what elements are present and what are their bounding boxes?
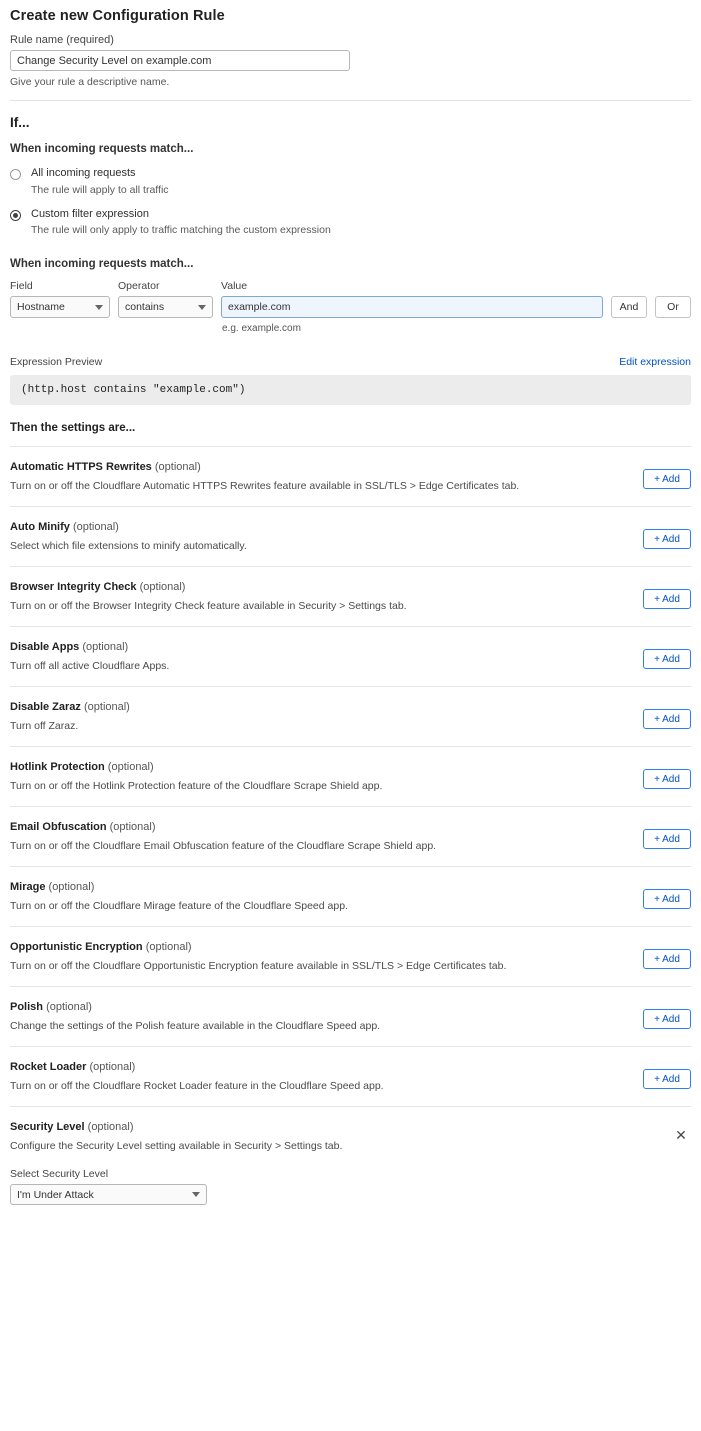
setting-optional-tag: (optional) [109,821,156,834]
setting-optional-tag: (optional) [48,881,95,894]
value-hint: e.g. example.com [222,323,301,335]
setting-description: Turn on or off the Cloudflare Opportunistic Encryption feature available in SSL/TLS > Edge Certificates tab. [10,960,507,973]
add-setting-button[interactable]: + Add [643,649,691,669]
add-setting-button[interactable]: + Add [643,1069,691,1089]
setting-row [10,627,691,687]
setting-title: Opportunistic Encryption [10,941,143,954]
setting-name [10,641,691,653]
setting-description: Select which file extensions to minify automatically. [10,540,247,553]
security-level-select-value: I'm Under Attack [17,1188,94,1201]
setting-name [10,521,691,533]
radio-title-all-requests: All incoming requests [31,167,136,179]
settings-list [10,446,691,1107]
rule-name-group [10,34,691,88]
setting-name [10,821,691,833]
match-label: When incoming requests match... [10,143,194,155]
setting-row [10,1047,691,1107]
field-column [10,280,110,318]
add-setting-button[interactable]: + Add [643,589,691,609]
setting-title: Disable Zaraz [10,701,81,714]
chevron-down-icon [192,1192,200,1197]
expression-preview-header [10,356,691,368]
setting-optional-tag: (optional) [82,641,129,654]
add-setting-button[interactable]: + Add [643,829,691,849]
setting-optional-tag: (optional) [83,701,130,714]
setting-title: Mirage [10,881,46,894]
setting-optional-tag: (optional) [107,761,154,774]
setting-title: Automatic HTTPS Rewrites [10,461,152,474]
setting-row [10,567,691,627]
field-select[interactable] [10,296,110,318]
chevron-down-icon [95,305,103,310]
and-button[interactable]: And [611,296,647,318]
add-setting-button[interactable]: + Add [643,529,691,549]
setting-title: Auto Minify [10,521,70,534]
operator-column-label: Operator [118,280,160,293]
rule-name-input[interactable] [10,50,350,71]
field-column-label: Field [10,280,33,293]
rule-name-label: Rule name (required) [10,34,114,46]
setting-description: Turn on or off the Browser Integrity Check feature available in Security > Settings tab. [10,600,407,613]
value-column-label: Value [221,280,248,293]
edit-expression-link[interactable]: Edit expression [619,356,691,369]
expression-preview-box: (http.host contains "example.com") [10,375,691,405]
setting-name [10,941,691,953]
field-select-value: Hostname [17,301,65,314]
setting-optional-tag: (optional) [72,521,119,534]
then-section-title: Then the settings are... [10,422,136,435]
security-level-select[interactable] [10,1184,207,1205]
add-setting-button[interactable]: + Add [643,889,691,909]
setting-row [10,747,691,807]
rule-name-helper: Give your rule a descriptive name. [10,76,170,88]
setting-name [10,761,691,773]
setting-name [10,701,691,713]
setting-row [10,927,691,987]
setting-title: Browser Integrity Check [10,581,137,594]
setting-description: Turn on or off the Hotlink Protection feature of the Cloudflare Scrape Shield app. [10,780,383,793]
security-level-select-label: Select Security Level [10,1168,109,1181]
add-setting-button[interactable]: + Add [643,949,691,969]
setting-desc-security-level: Configure the Security Level setting available in Security > Settings tab. [10,1140,343,1153]
setting-row [10,507,691,567]
setting-title: Hotlink Protection [10,761,105,774]
expression-preview-label: Expression Preview [10,356,103,369]
setting-row [10,687,691,747]
setting-description: Turn on or off the Cloudflare Email Obfuscation feature of the Cloudflare Scrape Shield app. [10,840,437,853]
value-column [221,280,603,318]
setting-name [10,881,691,893]
builder-label: When incoming requests match... [10,258,194,271]
setting-description: Turn on or off the Cloudflare Rocket Loader feature in the Cloudflare Speed app. [10,1080,384,1093]
setting-description: Turn off Zaraz. [10,720,79,733]
setting-name [10,461,691,473]
setting-name [10,581,691,593]
divider-top [10,100,691,101]
operator-select-value: contains [125,301,165,314]
setting-optional-tag: (optional) [46,1001,92,1014]
setting-description: Change the settings of the Polish feature available in the Cloudflare Speed app. [10,1020,381,1033]
add-setting-button[interactable]: + Add [643,469,691,489]
radio-option-all-requests[interactable] [10,167,691,196]
setting-description: Turn on or off the Cloudflare Mirage feature of the Cloudflare Speed app. [10,900,348,913]
chevron-down-icon [198,305,206,310]
setting-row [10,987,691,1047]
radio-icon-all-requests[interactable] [10,169,21,180]
setting-title: Email Obfuscation [10,821,107,834]
setting-description: Turn off all active Cloudflare Apps. [10,660,170,673]
operator-select[interactable] [118,296,213,318]
setting-row [10,807,691,867]
setting-row [10,867,691,927]
setting-name [10,1001,691,1013]
if-section-title: If... [10,115,30,130]
setting-name-security-level: Security Level (optional) [10,1121,134,1134]
add-setting-button[interactable]: + Add [643,709,691,729]
filter-expression-row [10,280,691,318]
setting-optional-tag: (optional) [89,1061,136,1074]
page-title: Create new Configuration Rule [10,8,225,24]
setting-row [10,446,691,507]
close-icon[interactable]: ✕ [675,1127,687,1144]
setting-optional-tag: (optional) [154,461,201,474]
add-setting-button[interactable]: + Add [643,1009,691,1029]
setting-optional-tag: (optional) [139,581,186,594]
radio-icon-custom-filter[interactable] [10,210,21,221]
setting-title: Disable Apps [10,641,80,654]
value-input[interactable] [221,296,603,318]
radio-desc-all-requests: The rule will apply to all traffic [31,183,169,196]
setting-description: Turn on or off the Cloudflare Automatic HTTPS Rewrites feature available in SSL/TLS > Edge Certificates tab. [10,480,520,493]
radio-title-custom-filter: Custom filter expression [31,207,149,220]
setting-title: Rocket Loader [10,1061,87,1074]
radio-desc-custom-filter: The rule will only apply to traffic matching the custom expression [31,224,331,237]
operator-column [118,280,213,318]
setting-security-level [10,1107,691,1219]
or-button[interactable]: Or [655,296,691,318]
setting-optional-tag: (optional) [145,941,192,954]
setting-name [10,1061,691,1073]
radio-option-custom-filter[interactable] [10,208,691,237]
add-setting-button[interactable]: + Add [643,769,691,789]
setting-title: Polish [10,1001,44,1014]
